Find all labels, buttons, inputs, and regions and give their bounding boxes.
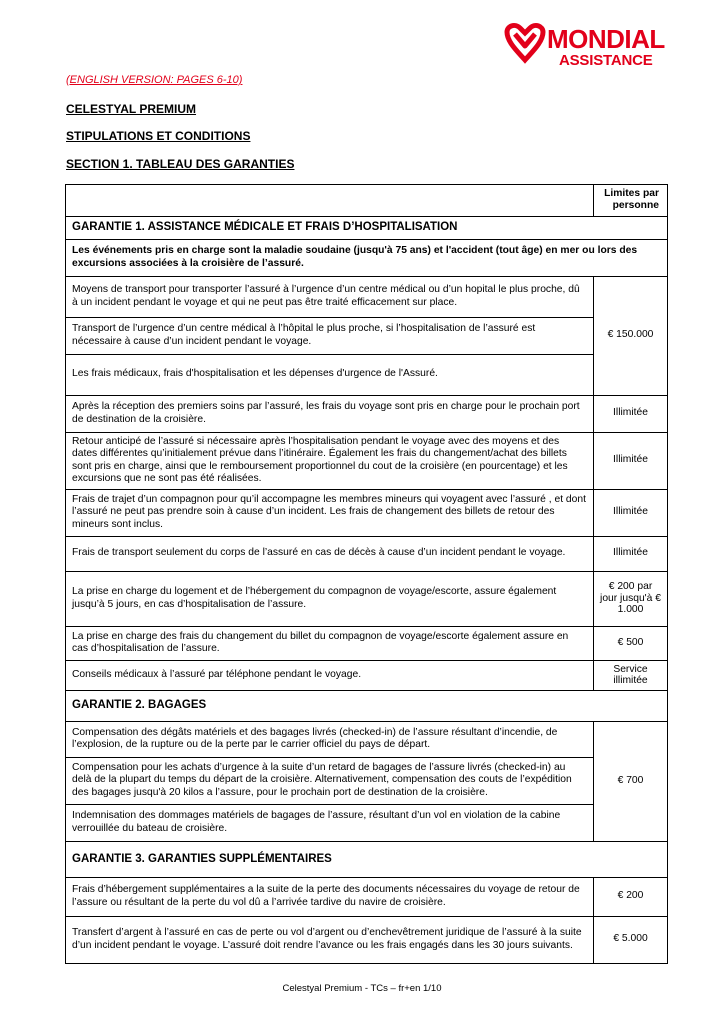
guarantee-1-item-10: Conseils médicaux à l’assuré par téléphone pendant le voyage.	[66, 660, 594, 690]
guarantee-1-title: GARANTIE 1. ASSISTANCE MÉDICALE ET FRAIS D’HOSPITALISATION	[66, 216, 668, 239]
table-row	[66, 276, 668, 317]
guarantee-1-title-row	[66, 216, 668, 239]
table-row	[66, 432, 668, 489]
guarantee-3-limit-1: € 200	[594, 877, 668, 916]
header-empty-cell	[66, 185, 594, 217]
guarantee-1-item-1: Moyens de transport pour transporter l’assuré à l’urgence d’un centre médical ou d’un hopital le plus proche, dû à un incident pendant le voyage et qui ne peut pas être traité efficacement sur place.	[66, 276, 594, 317]
guarantee-1-item-6: Frais de trajet d’un compagnon pour qu’il accompagne les membres mineurs qui voyagent avec l’assuré , et dont l’assuré ne peut pas prendre soin à cause d’un incident. Les frais de changement des billets de retour des mineurs sont inclus.	[66, 489, 594, 536]
guarantee-1-item-9: La prise en charge des frais du changement du billet du compagnon de voyage/escorte également assure en cas d’hospitalisation de l’assure.	[66, 626, 594, 660]
guarantee-3-title-row	[66, 841, 668, 877]
guarantee-3-item-2: Transfert d’argent à l’assuré en cas de perte ou vol d’argent ou d’enchevêtrement juridique de l’assuré à la suite d’un incident pendant le voyage. L’assuré doit rendre l’avance ou les frais engagés dans les 30 jours suivants.	[66, 916, 594, 963]
guarantee-1-item-3: Les frais médicaux, frais d'hospitalisation et les dépenses d'urgence de l'Assuré.	[66, 354, 594, 395]
document-title: CELESTYAL PREMIUM	[66, 102, 197, 116]
guarantee-1-limit-4: Illimitée	[594, 489, 668, 536]
guarantee-1-limit-6: € 200 par jour jusqu'à € 1.000	[594, 571, 668, 626]
table-row	[66, 354, 668, 395]
document-subtitle: STIPULATIONS ET CONDITIONS	[66, 129, 251, 143]
table-row	[66, 916, 668, 963]
guarantee-1-item-2: Transport de l’urgence d’un centre médical à l’hôpital le plus proche, si l’hospitalisation de l’assuré est nécessaire à cause d’un incident pendant le voyage.	[66, 317, 594, 354]
guarantee-1-intro-row	[66, 239, 668, 276]
mondial-assistance-logo	[503, 22, 673, 74]
table-row	[66, 571, 668, 626]
guarantee-1-limit-5: Illimitée	[594, 536, 668, 571]
guarantee-1-item-5: Retour anticipé de l’assuré si nécessaire après l’hospitalisation pendant le voyage avec des moyens et des dates différentes qu’initialement prévue dans l’itinéraire. Également les frais du changement/achat des billets sont pris en charge, ainsi que le remboursement proportionnel du cout de la croisière (en pourcentage) et les excursions que ne sont pas été réalisées.	[66, 432, 594, 489]
table-row	[66, 877, 668, 916]
logo-heart-icon	[503, 22, 547, 66]
guarantee-1-limit-3: Illimitée	[594, 432, 668, 489]
table-row	[66, 317, 668, 354]
guarantee-1-intro: Les événements pris en charge sont la maladie soudaine (jusqu'à 75 ans) et l'accident (tout âge) en mer ou lors des excursions associées à la croisière de l’assuré.	[66, 239, 668, 276]
guarantee-1-item-7: Frais de transport seulement du corps de l’assuré en cas de décès à cause d’un incident pendant le voyage.	[66, 536, 594, 571]
guarantee-2-limit: € 700	[594, 721, 668, 841]
guarantee-3-title: GARANTIE 3. GARANTIES SUPPLÉMENTAIRES	[66, 841, 668, 877]
guarantee-1-limit-2: Illimitée	[594, 395, 668, 432]
logo-text-assistance: ASSISTANCE	[559, 52, 653, 69]
guarantee-1-limit-8: Service illimitée	[594, 660, 668, 690]
table-header-row	[66, 185, 668, 217]
guarantee-1-limit-1: € 150.000	[594, 276, 668, 395]
guarantee-2-title: GARANTIE 2. BAGAGES	[66, 690, 668, 721]
table-row	[66, 626, 668, 660]
table-row	[66, 804, 668, 841]
guarantee-3-limit-2: € 5.000	[594, 916, 668, 963]
guarantee-2-title-row	[66, 690, 668, 721]
guarantee-2-item-3: Indemnisation des dommages matériels de bagages de l’assure, résultant d’un vol en violation de la cabine verrouillée du bateau de croisière.	[66, 804, 594, 841]
logo-text-mondial: MONDIAL	[547, 24, 665, 54]
table-row	[66, 757, 668, 804]
table-row	[66, 721, 668, 757]
guarantee-2-item-1: Compensation des dégâts matériels et des bagages livrés (checked-in) de l’assure résultant d’incendie, de l’explosion, de la rupture ou de la perte par le carrier officiel du pays de départ.	[66, 721, 594, 757]
section-heading: SECTION 1. TABLEAU DES GARANTIES	[66, 157, 295, 171]
guarantee-1-limit-7: € 500	[594, 626, 668, 660]
guarantee-2-item-2: Compensation pour les achats d’urgence à la suite d’un retard de bagages de l’assure livrés (checked-in) au delà de la plupart du temps du départ de la croisière. Alternativement, compensation des couts de l’expédition des bagages jusqu'à 20 kilos a l’assure, pour le prochain port de destination de la croisière.	[66, 757, 594, 804]
table-row	[66, 536, 668, 571]
guarantee-1-item-8: La prise en charge du logement et de l’hébergement du compagnon de voyage/escorte, assure également jusqu’à 5 jours, en cas d’hospitalisation de l’assure.	[66, 571, 594, 626]
guarantees-table	[65, 184, 668, 964]
header-limit-cell: Limites par personne	[594, 185, 668, 217]
guarantee-3-item-1: Frais d’hébergement supplémentaires a la suite de la perte des documents nécessaires du voyage de retour de l’assure ou résultant de la perte du vol dû a l’arrivée tardive du navire de croisière.	[66, 877, 594, 916]
page-footer: Celestyal Premium - TCs – fr+en 1/10	[282, 983, 442, 994]
table-row	[66, 660, 668, 690]
table-row	[66, 489, 668, 536]
english-version-link[interactable]: (ENGLISH VERSION: PAGES 6-10)	[66, 74, 243, 86]
guarantee-1-item-4: Après la réception des premiers soins par l’assuré, les frais du voyage sont pris en charge pour le prochain port de destination de la croisière.	[66, 395, 594, 432]
table-row	[66, 395, 668, 432]
